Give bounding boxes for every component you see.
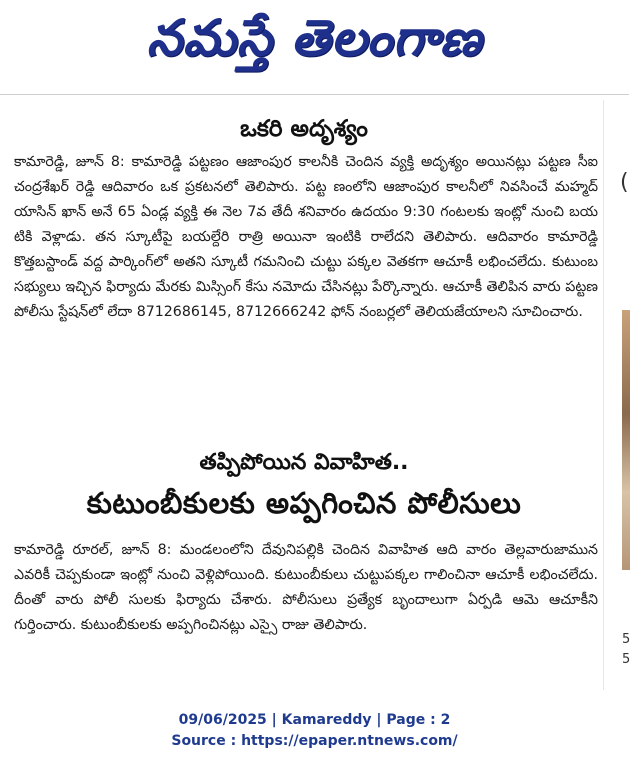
news-clipping bbox=[6, 100, 602, 690]
edge-fragment-top: ( bbox=[620, 170, 629, 195]
story2-kicker: తప్పిపోయిన వివాహిత.. bbox=[199, 450, 409, 475]
story2-headline: కుటుంబీకులకు అప్పగించిన పోలీసులు bbox=[86, 486, 522, 520]
edge-fragment-mid1: 5 bbox=[622, 632, 630, 647]
edge-fragment-mid2: 5 bbox=[622, 652, 630, 667]
story1-headline: ఒకరి అదృశ్యం bbox=[240, 116, 368, 142]
masthead-title: నమస్తే తెలంగాణ bbox=[146, 8, 483, 67]
masthead-divider bbox=[0, 94, 629, 95]
story2-text: కామారెడ్డి రూరల్, జూన్ 8: మండలంలోని దేవునిపల్లికి చెందిన వివాహిత ఆది వారం తెల్లవారుజామున ఎవరికీ చెప్పకుండా ఇంట్లో నుంచి వెళ్లిపోయింది. కుటుంబీకులు చుట్టుపక్కల గాలించినా ఆచూకీ లభించలేదు. దీంతో వారు పోలీ సులకు ఫిర్యాదు చేశారు. పోలీసులు ప్రత్యేక బృందాలుగా ఏర్పడి ఆమె ఆచూకీని గుర్తించారు. కుటుంబీకులకు అప్పగించినట్లు ఎస్సై రాజు తెలిపారు. bbox=[14, 542, 598, 633]
story1-text: కామారెడ్డి, జూన్ 8: కామారెడ్డి పట్టణం ఆజాంపుర కాలనీకి చెందిన వ్యక్తి అదృశ్యం అయినట్లు పట్టణ సీఐ చంద్రశేఖర్ రెడ్డి ఆదివారం ఒక ప్రకటనలో తెలిపారు. పట్ట ణంలోని ఆజాంపుర కాలనీలో నివసించే మహ్మద్ యాసిన్ ఖాన్ అనే 65 ఏండ్ల వ్యక్తి ఈ నెల 7వ తేదీ శనివారం ఉదయం 9:30 గంటలకు ఇంట్లో నుంచి బయ టికి వెళ్లాడు. తన స్కూటీపై బయల్దేరి రాత్రి అయినా ఇంటికి రాలేదని తెలిపారు. ఆదివారం కామారెడ్డి కొత్తబస్టాండ్ వద్ద పార్కింగ్‌లో అతని స్కూటీ గమనించి చుట్టు పక్కల వెతకగా ఆచూకీ లభించలేదు. కుటుంబ సభ్యులు ఇచ్చిన ఫిర్యాదు మేరకు మిస్సింగ్ కేసు నమోదు చేసినట్లు పేర్కొన్నారు. ఆచూకీ తెలిపిన వారు పట్టణ పోలీసు స్టేషన్‌లో లేదా 8712686145, 8712666242 ఫోన్ నంబర్లలో తెలియజేయాలని సూచించారు. bbox=[14, 154, 598, 320]
footer-source: Source : https://epaper.ntnews.com/ bbox=[171, 733, 458, 749]
adjacent-clipping-edge bbox=[603, 100, 630, 690]
footer-date-edition: 09/06/2025 | Kamareddy | Page : 2 bbox=[178, 712, 451, 728]
story2-body bbox=[14, 538, 598, 638]
newspaper-masthead bbox=[0, 0, 629, 88]
story1-body bbox=[14, 150, 598, 325]
adjacent-photo-edge bbox=[622, 310, 630, 570]
